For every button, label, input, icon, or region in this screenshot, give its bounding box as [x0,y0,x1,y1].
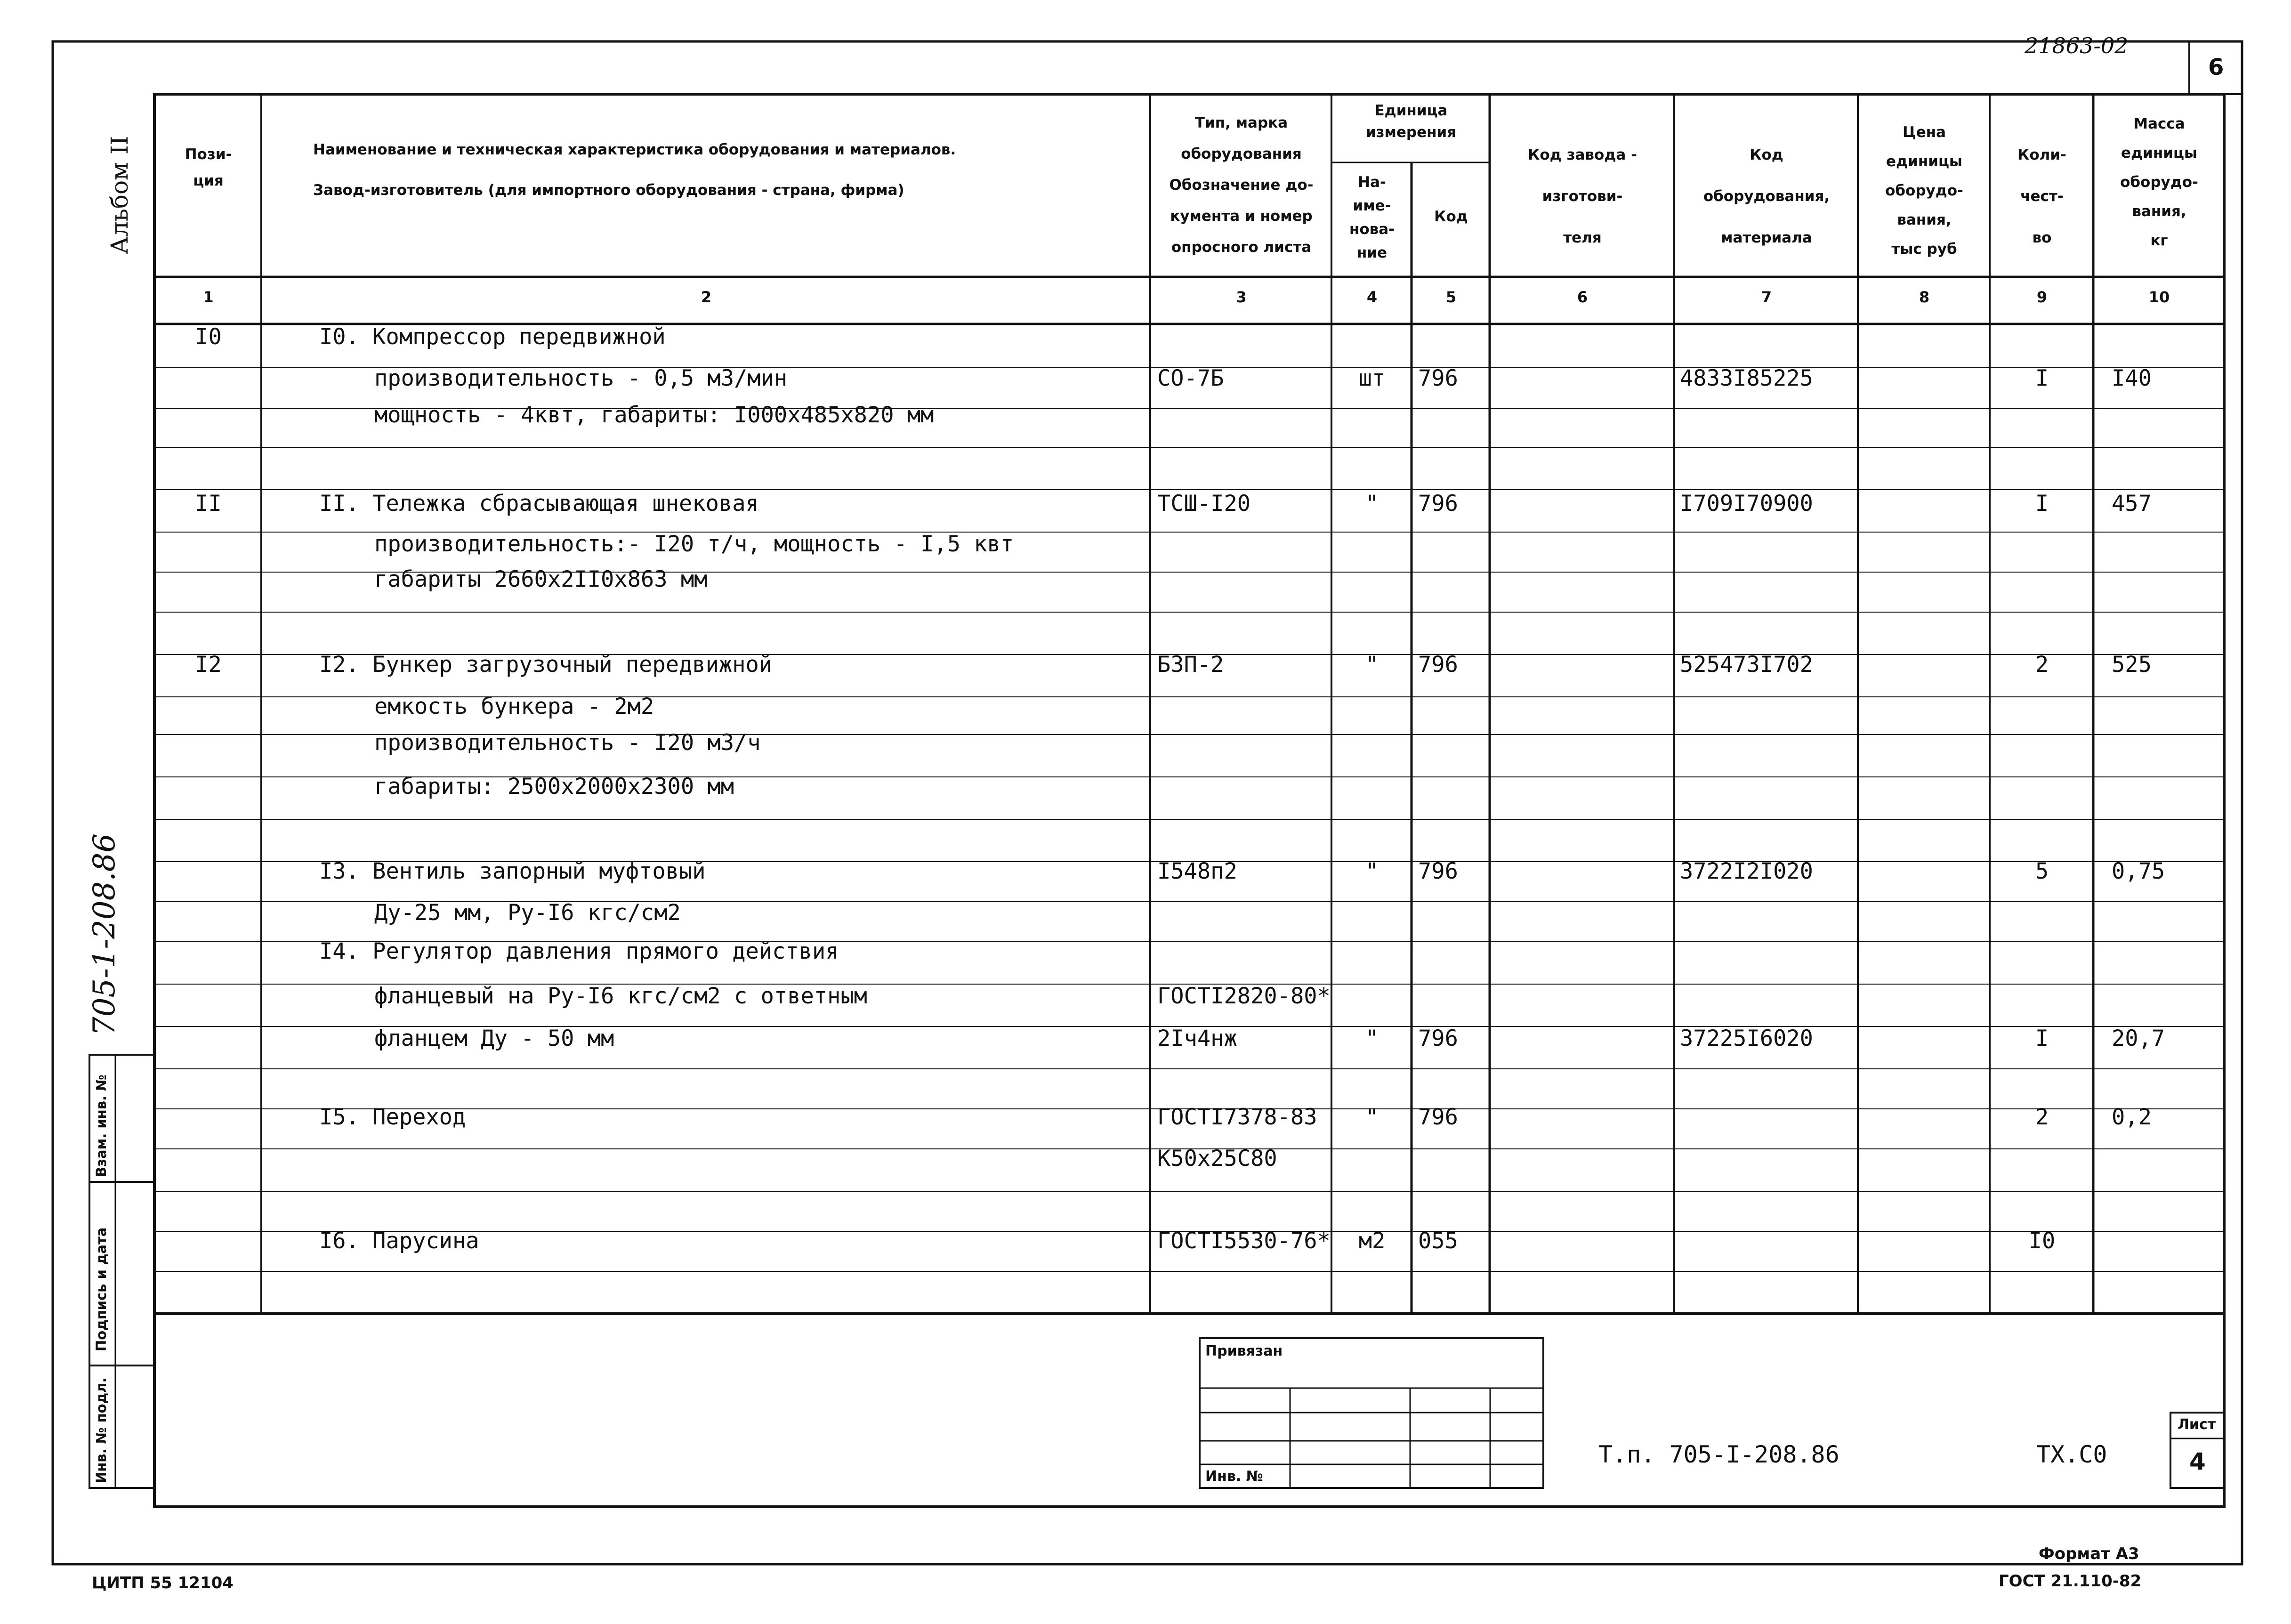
col-num-6: 6 [1577,288,1588,306]
stamp-list-number: 4 [2189,1448,2206,1475]
row-unit-code: 796 [1418,652,1458,678]
footer-format: Формат А3 [2039,1544,2139,1563]
row-name: мощность - 4квт, габариты: I000х485х820 мм [374,402,934,428]
col-num-10: 10 [2148,288,2170,306]
row-type: 2Iч4нж [1157,1026,1237,1051]
handwritten-side-number: 705-1-208.86 [87,833,122,1036]
header-material-code: Код оборудования, материала [1703,146,1830,246]
row-quantity: 2 [2035,652,2049,678]
row-name: I3. Вентиль запорный муфтовый [319,858,706,884]
side-label-podpis: Подпись и дата [93,1227,109,1351]
header-type: Тип, марка оборудования Обозначение до- кумента и номер опросного листа [1169,114,1314,256]
stamp-inv-no: Инв. № [1205,1468,1263,1485]
row-mass: 0,2 [2112,1104,2152,1130]
row-position: I2 [195,652,222,678]
row-name: I4. Регулятор давления прямого действия [319,938,839,964]
row-material-code: 37225I6020 [1680,1026,1813,1051]
row-mass: 525 [2112,652,2152,678]
doc-number-top: 21863-02 [2025,33,2129,58]
row-type: ТСШ-I20 [1157,491,1251,517]
row-name: габариты 2660х2II0х863 мм [374,566,708,592]
col-num-4: 4 [1366,288,1378,306]
col-num-3: 3 [1236,288,1247,306]
row-mass: 0,75 [2112,858,2165,884]
row-type: СО-7Б [1157,365,1224,391]
row-material-code: I709I70900 [1680,491,1813,517]
row-name: I0. Компрессор передвижной [319,324,666,350]
row-mass: 457 [2112,491,2152,517]
header-unit-code: Код [1434,208,1468,225]
row-quantity: 2 [2035,1104,2049,1130]
col-num-1: 1 [203,288,214,306]
row-unit-code: 796 [1418,1026,1458,1051]
footer-gost: ГОСТ 21.110-82 [1999,1572,2142,1591]
row-name: фланцевый на Ру-I6 кгс/см2 с ответным [374,983,867,1009]
row-quantity: 5 [2035,858,2049,884]
row-unit-name: " [1365,858,1379,884]
header-unit-name: На- име- нова- ние [1349,174,1395,261]
row-unit-name: " [1365,491,1379,517]
row-mass: 20,7 [2112,1026,2165,1051]
stamp-list-label: Лист [2178,1416,2216,1433]
stamp-privyazan: Привязан [1205,1343,1283,1359]
row-type: БЗП-2 [1157,652,1224,678]
header-price: Цена единицы оборудо- вания, тыс руб [1885,124,1963,258]
row-type: ГОСТI7378-83 [1157,1104,1317,1130]
row-unit-name: " [1365,1026,1379,1051]
side-label-inv: Инв. № подл. [93,1377,109,1483]
row-mass: I40 [2112,365,2152,391]
header-unit: Единица измерения [1365,102,1457,141]
row-name: емкость бункера - 2м2 [374,694,654,719]
sheet-corner-number: 6 [2208,54,2224,81]
row-type: I548п2 [1157,858,1237,884]
row-unit-code: 796 [1418,1104,1458,1130]
row-position: I0 [195,324,222,350]
row-name: I5. Переход [319,1104,466,1130]
album-label: Альбом II [106,136,133,254]
row-unit-name: " [1365,652,1379,678]
header-quantity: Коли- чест- во [2017,146,2066,246]
row-unit-code: 796 [1418,365,1458,391]
row-name: I2. Бункер загрузочный передвижной [319,652,773,678]
row-name: Ду-25 мм, Ру-I6 кгс/см2 [374,900,681,926]
stamp-doc-code: ТХ.С0 [2036,1441,2107,1468]
row-position: II [195,491,222,517]
row-material-code: 3722I2I020 [1680,858,1813,884]
row-name: производительность - 0,5 м3/мин [374,365,788,391]
row-unit-name: " [1365,1104,1379,1130]
col-num-8: 8 [1919,288,1930,306]
header-factory-code: Код завода - изготови- теля [1528,146,1637,246]
row-material-code: 525473I702 [1680,652,1813,678]
row-unit-name: шт [1358,365,1386,391]
row-name: производительность:- I20 т/ч, мощность - I,5 квт [374,531,1014,557]
row-type: К50х25С80 [1157,1146,1277,1172]
row-material-code: 4833I85225 [1680,365,1813,391]
row-quantity: I [2035,1026,2049,1051]
row-quantity: I [2035,491,2049,517]
row-quantity: I [2035,365,2049,391]
col-num-7: 7 [1761,288,1772,306]
row-name: габариты: 2500х2000х2300 мм [374,774,734,800]
col-num-9: 9 [2036,288,2048,306]
side-label-vzam: Взам. инв. № [93,1074,109,1177]
row-name: I6. Парусина [319,1228,479,1254]
header-name: Наименование и техническая характеристика оборудования и материалов. Завод-изготовитель (для импортного оборудования - страна, фирма) [313,141,956,199]
row-unit-code: 796 [1418,858,1458,884]
row-name: производительность - I20 м3/ч [374,730,761,756]
row-unit-code: 055 [1418,1228,1458,1254]
row-unit-code: 796 [1418,491,1458,517]
row-unit-name: м2 [1358,1228,1386,1254]
row-name: II. Тележка сбрасывающая шнековая [319,491,759,517]
col-num-5: 5 [1445,288,1457,306]
footer-citp: ЦИТП 55 12104 [92,1574,234,1592]
col-num-2: 2 [701,288,712,306]
row-type: ГОСТI5530-76* [1157,1228,1331,1254]
header-mass: Масса единицы оборудо- вания, кг [2120,115,2198,249]
row-quantity: I0 [2028,1228,2056,1254]
row-name: фланцем Ду - 50 мм [374,1026,614,1051]
row-type: ГОСТI2820-80* [1157,983,1331,1009]
header-position: Пози- ция [185,146,232,189]
stamp-project-number: Т.п. 705-I-208.86 [1598,1441,1839,1468]
